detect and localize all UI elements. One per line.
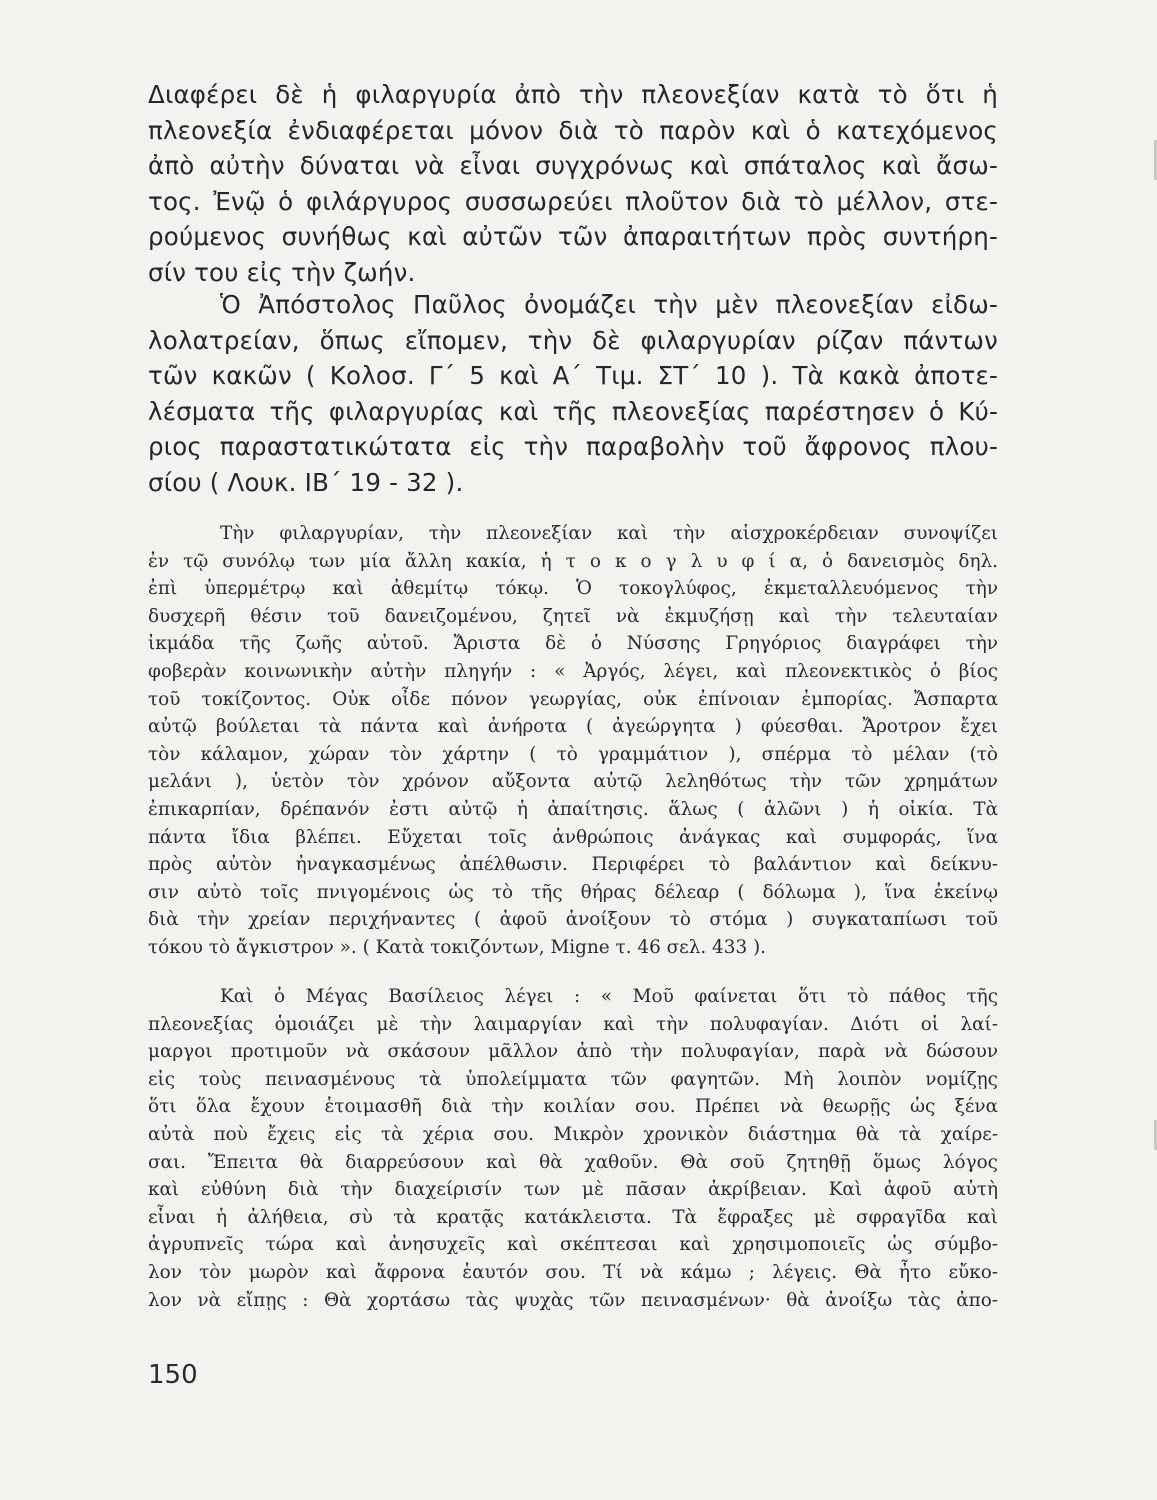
text-line: μαργοι προτιμοῦν νὰ σκάσουν μᾶλλον ἀπὸ τὴν πολυφαγίαν, παρὰ νὰ δώσουν (148, 1041, 998, 1063)
text-line: δυσχερῆ θέσιν τοῦ δανειζομένου, ζητεῖ νὰ ἐκμυζήσῃ καὶ τὴν τελευταίαν (148, 605, 998, 627)
text-line: λέσματα τῆς φιλαργυρίας καὶ τῆς πλεονεξίας παρέστησεν ὁ Κύ- (148, 396, 998, 426)
text-line: ὅτι ὅλα ἔχουν ἑτοιμασθῆ διὰ τὴν κοιλίαν σου. Πρέπει νὰ θεωρῇς ὡς ξένα (148, 1096, 998, 1118)
text-line: ρούμενος συνήθως καὶ αὐτῶν τῶν ἀπαραιτήτων πρὸς συντήρη- (148, 222, 998, 252)
text-line: λον τὸν μωρὸν καὶ ἄφρονα ἑαυτόν σου. Τί νὰ κάμω ; λέγεις. Θὰ ἦτο εὔκο- (148, 1261, 998, 1283)
text-line: ἀπὸ αὐτὴν δύναται νὰ εἶναι συγχρόνως καὶ σπάταλος καὶ ἄσω- (148, 151, 998, 181)
paragraph-3 (148, 520, 998, 962)
text-line: Τὴν φιλαργυρίαν, τὴν πλεονεξίαν καὶ τὴν αἰσχροκέρδειαν συνοψίζει (220, 523, 998, 544)
text-line: πλεονεξία ἐνδιαφέρεται μόνον διὰ τὸ παρὸν καὶ ὁ κατεχόμενος (148, 115, 998, 145)
text-line: πάντα ἴδια βλέπει. Εὔχεται τοῖς ἀνθρώποις ἀνάγκας καὶ συμφοράς, ἵνα (148, 826, 998, 848)
text-line: ἰκμάδα τῆς ζωῆς αὐτοῦ. Ἄριστα δὲ ὁ Νύσσης Γρηγόριος διαγράφει τὴν (148, 633, 998, 655)
text-line: Ὁ Ἀπόστολος Παῦλος ὀνομάζει τὴν μὲν πλεονεξίαν εἰδω- (220, 290, 998, 319)
text-line: εἶναι ἡ ἀλήθεια, σὺ τὰ κρατᾷς κατάκλειστα. Τὰ ἔφραξες μὲ σφραγῖδα καὶ (148, 1206, 998, 1228)
paragraph-4 (148, 983, 998, 1314)
text-line: σαι. Ἔπειτα θὰ διαρρεύσουν καὶ θὰ χαθοῦν. Θὰ σοῦ ζητηθῇ ὅμως λόγος (148, 1151, 998, 1173)
text-line: σιν αὐτὸ τοῖς πνιγομένοις ὡς τὸ τῆς θήρας δέλεαρ ( δόλωμα ), ἵνα ἐκείνῳ (148, 881, 998, 903)
paragraph-2 (148, 287, 998, 501)
text-line: τοῦ τοκίζοντος. Οὐκ οἶδε πόνον γεωργίας, οὐκ ἐπίνοιαν ἐμπορίας. Ἄσπαρτα (148, 688, 998, 710)
text-line: τῶν κακῶν ( Κολοσ. Γ΄ 5 καὶ Α΄ Τιμ. ΣΤ΄ 10 ). Τὰ κακὰ ἀποτε- (148, 361, 998, 391)
text-line: Διαφέρει δὲ ἡ φιλαργυρία ἀπὸ τὴν πλεονεξίαν κατὰ τὸ ὅτι ἡ (148, 80, 998, 109)
text-line: λον νὰ εἴπῃς : Θὰ χορτάσω τὰς ψυχὰς τῶν πεινασμένων· θὰ ἀνοίξω τὰς ἀπο- (148, 1289, 998, 1311)
text-line: αὐτῷ βούλεται τὰ πάντα καὶ ἀνήροτα ( ἀγεώργητα ) φύεσθαι. Ἄροτρον ἔχει (148, 716, 998, 738)
page-number: 150 (148, 1360, 198, 1390)
text-line: τὸν κάλαμον, χώραν τὸν χάρτην ( τὸ γραμμάτιον ), σπέρμα τὸ μέλαν (τὸ (148, 743, 998, 765)
text-line: πρὸς αὐτὸν ἠναγκασμένως ἀπέλθωσιν. Περιφέρει τὸ βαλάντιον καὶ δείκνυ- (148, 854, 998, 876)
text-line: σίου ( Λουκ. ΙΒ΄ 19 - 32 ). (148, 467, 464, 497)
text-line: τος. Ἐνῷ ὁ φιλάργυρος συσσωρεύει πλοῦτον διὰ τὸ μέλλον, στε- (148, 186, 998, 216)
text-line: ἀγρυπνεῖς τώρα καὶ ἀνησυχεῖς καὶ σκέπτεσαι καὶ χρησιμοποιεῖς ὡς σύμβο- (148, 1234, 998, 1256)
text-line: ριος παραστατικώτατα εἰς τὴν παραβολὴν τοῦ ἄφρονος πλου- (148, 432, 998, 462)
text-line: Καὶ ὁ Μέγας Βασίλειος λέγει : « Μοῦ φαίνεται ὅτι τὸ πάθος τῆς (220, 986, 998, 1007)
text-line: ἐπικαρπίαν, δρέπανόν ἐστι αὐτῷ ἡ ἀπαίτησις. ἅλως ( ἁλῶνι ) ἡ οἰκία. Τὰ (148, 798, 998, 820)
text-line: τόκου τὸ ἄγκιστρον ». ( Κατὰ τοκιζόντων, Migne τ. 46 σελ. 433 ). (148, 936, 767, 958)
text-line: διὰ τὴν χρείαν περιχήναντες ( ἀφοῦ ἀνοίξουν τὸ στόμα ) συγκαταπίωσι τοῦ (148, 909, 998, 931)
paragraph-1 (148, 77, 998, 291)
text-line: λολατρείαν, ὅπως εἴπομεν, τὴν δὲ φιλαργυρίαν ρίζαν πάντων (148, 325, 998, 355)
text-line: φοβερὰν κοινωνικὴν αὐτὴν πληγήν : « Ἀργός, λέγει, καὶ πλεονεκτικὸς ὁ βίος (148, 660, 998, 682)
text-line: σίν του εἰς τὴν ζωήν. (148, 257, 416, 287)
text-line: ἐπὶ ὑπερμέτρῳ καὶ ἀθεμίτῳ τόκῳ. Ὁ τοκογλύφος, ἐκμεταλλευόμενος τὴν (148, 578, 998, 600)
text-line: μελάνι ), ὑετὸν τὸν χρόνον αὔξοντα αὐτῷ λεληθότως τὴν τῶν χρημάτων (148, 771, 998, 793)
text-line: εἰς τοὺς πεινασμένους τὰ ὑπολείμματα τῶν φαγητῶν. Μὴ λοιπὸν νομίζῃς (148, 1068, 998, 1090)
text-line: καὶ εὐθύνη διὰ τὴν διαχείρισίν των μὲ πᾶσαν ἀκρίβειαν. Καὶ ἀφοῦ αὐτὴ (148, 1179, 998, 1201)
text-line: ἐν τῷ συνόλῳ των μία ἄλλη κακία, ἡ τ ο κ ο γ λ υ φ ί α, ὁ δανεισμὸς δηλ. (148, 550, 998, 572)
text-line: αὐτὰ ποὺ ἔχεις εἰς τὰ χέρια σου. Μικρὸν χρονικὸν διάστημα θὰ τὰ χαίρε- (148, 1123, 998, 1145)
text-line: πλεονεξίας ὁμοιάζει μὲ τὴν λαιμαργίαν καὶ τὴν πολυφαγίαν. Διότι οἱ λαί- (148, 1013, 998, 1035)
